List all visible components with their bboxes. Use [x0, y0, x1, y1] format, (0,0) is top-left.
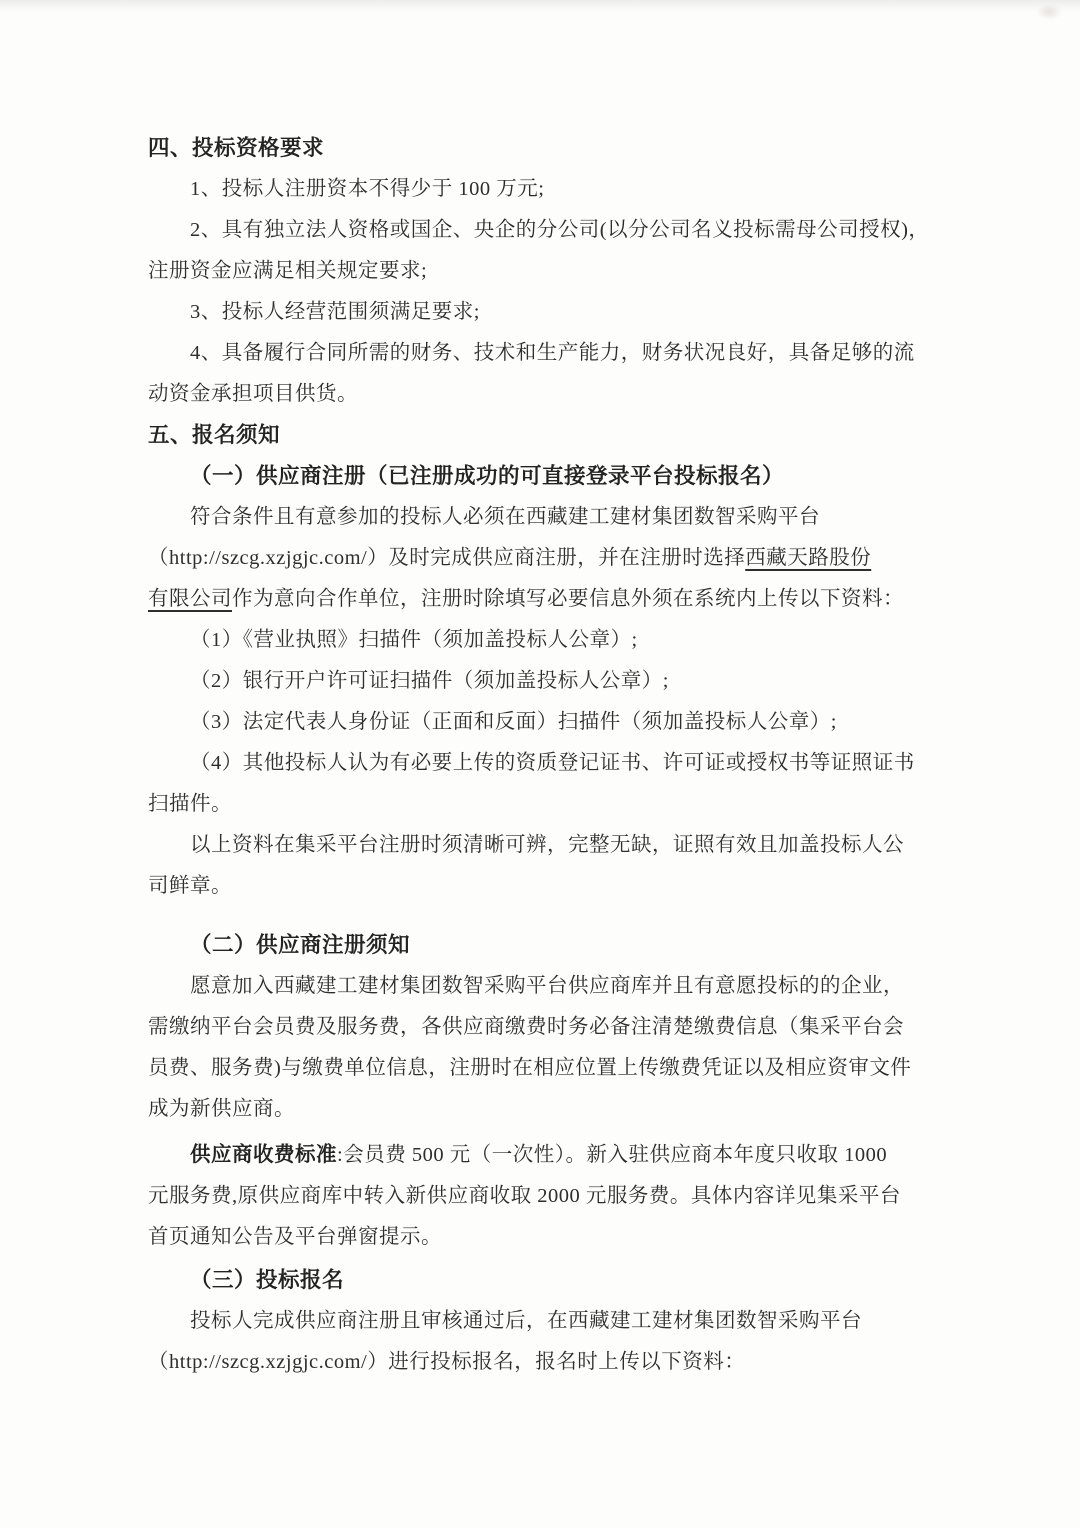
heading-line: [148, 456, 948, 497]
text-line: [148, 1089, 948, 1130]
text-segment: 四、投标资格要求: [148, 136, 325, 160]
text-line: [148, 620, 948, 661]
text-line: [148, 374, 948, 415]
fee-standard-label: 供应商收费标准: [190, 1143, 337, 1166]
text-segment: 员费、服务费)与缴费单位信息，注册时在相应位置上传缴费凭证以及相应资审文件: [148, 1057, 912, 1079]
text-line: [148, 1007, 948, 1048]
heading-line: [148, 925, 948, 966]
text-line: [148, 866, 948, 907]
text-line: [148, 784, 948, 825]
text-segment: （二）供应商注册须知: [190, 933, 411, 957]
text-segment: :会员费 500 元（一次性）。新入驻供应商本年度只收取 1000: [337, 1144, 888, 1166]
text-line: [148, 292, 948, 333]
text-line: [148, 497, 948, 538]
text-line: [148, 538, 948, 579]
text-line: [148, 966, 948, 1007]
text-segment: 扫描件。: [148, 793, 232, 815]
scan-corner-artifact: [1036, 4, 1062, 20]
text-segment: 成为新供应商。: [148, 1098, 295, 1120]
text-segment: 五、报名须知: [148, 423, 281, 447]
text-segment: （4）其他投标人认为有必要上传的资质登记证书、许可证或授权书等证照证书: [190, 752, 915, 774]
text-line: [148, 1217, 948, 1258]
text-line: [148, 1301, 948, 1342]
text-segment: 作为意向合作单位，注册时除填写必要信息外须在系统内上传以下资料：: [232, 588, 904, 610]
heading-line: [148, 128, 948, 169]
text-segment: 动资金承担项目供货。: [148, 383, 358, 405]
scan-streak-artifact: [0, 0, 1080, 12]
text-line: [148, 702, 948, 743]
text-segment: 4、具备履行合同所需的财务、技术和生产能力，财务状况良好，具备足够的流: [190, 342, 915, 364]
text-segment: 首页通知公告及平台弹窗提示。: [148, 1226, 442, 1248]
text-segment: （三）投标报名: [190, 1268, 345, 1292]
company-name-underlined: 有限公司: [148, 588, 232, 610]
text-segment: 3、投标人经营范围须满足要求;: [190, 301, 480, 323]
text-segment: （3）法定代表人身份证（正面和反面）扫描件（须加盖投标人公章）;: [190, 711, 837, 733]
text-segment: 需缴纳平台会员费及服务费，各供应商缴费时务必备注清楚缴费信息（集采平台会: [148, 1016, 904, 1038]
text-segment: 愿意加入西藏建工建材集团数智采购平台供应商库并且有意愿投标的的企业，: [190, 975, 904, 997]
text-segment: 注册资金应满足相关规定要求;: [148, 260, 428, 282]
text-segment: （2）银行开户许可证扫描件（须加盖投标人公章）;: [190, 670, 669, 692]
text-segment: （http://szcg.xzjgjc.com/）及时完成供应商注册，并在注册时选择: [148, 547, 746, 569]
text-line: [148, 1176, 948, 1217]
text-segment: 以上资料在集采平台注册时须清晰可辨，完整无缺，证照有效且加盖投标人公: [190, 834, 904, 856]
text-line: [148, 251, 948, 292]
text-line: [148, 333, 948, 374]
text-segment: （一）供应商注册（已注册成功的可直接登录平台投标报名）: [190, 464, 785, 488]
text-line: [148, 579, 948, 620]
heading-line: [148, 415, 948, 456]
text-line: [148, 1134, 948, 1176]
text-segment: 司鲜章。: [148, 875, 232, 897]
text-segment: （1）《营业执照》扫描件（须加盖投标人公章）;: [190, 629, 638, 651]
document-content: [148, 128, 948, 1383]
text-segment: 投标人完成供应商注册且审核通过后，在西藏建工建材集团数智采购平台: [190, 1310, 862, 1332]
text-line: [148, 825, 948, 866]
text-line: [148, 1342, 948, 1383]
text-segment: 1、投标人注册资本不得少于 100 万元;: [190, 178, 545, 200]
text-line: [148, 743, 948, 784]
text-segment: 元服务费,原供应商库中转入新供应商收取 2000 元服务费。具体内容详见集采平台: [148, 1185, 901, 1207]
company-name-underlined: 西藏天路股份: [745, 547, 872, 569]
heading-line: [148, 1260, 948, 1301]
text-line: [148, 169, 948, 210]
text-segment: 符合条件且有意参加的投标人必须在西藏建工建材集团数智采购平台: [190, 506, 820, 528]
text-line: [148, 210, 948, 251]
text-line: [148, 1048, 948, 1089]
text-line: [148, 661, 948, 702]
text-segment: （http://szcg.xzjgjc.com/）进行投标报名，报名时上传以下资料：: [148, 1351, 746, 1373]
text-segment: 2、具有独立法人资格或国企、央企的分公司(以分公司名义投标需母公司授权)，: [190, 219, 930, 241]
